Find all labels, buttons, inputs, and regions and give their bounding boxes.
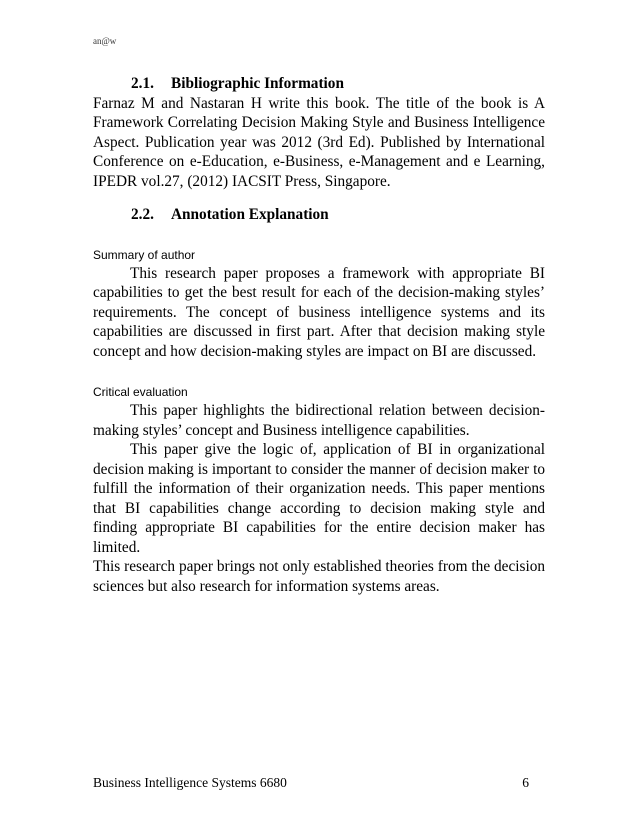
summary-paragraph: This research paper proposes a framework with appropriate BI capabilities to get the best result for each of the decision-making styles’ requirements. The concept of business intelligence systems and its capabilities are discussed in first part. After that decision making style concept and how decision-making styles are impact on BI are discussed.	[93, 264, 545, 360]
footer-title: Business Intelligence Systems 6680	[93, 775, 287, 790]
summary-label: Summary of author	[93, 247, 196, 262]
section-title: Bibliographic Information	[171, 75, 344, 92]
main-content	[93, 74, 545, 596]
header-mark: an@w	[93, 36, 117, 46]
critical-paragraph-1: This paper highlights the bidirectional relation between decision-making styles’ concept and Business intelligence capabilities.	[93, 402, 545, 439]
critical-evaluation-label: Critical evaluation	[93, 385, 188, 399]
page-footer	[93, 775, 529, 791]
section-title: Annotation Explanation	[171, 206, 329, 223]
section-number: 2.2.	[131, 206, 154, 223]
section-number: 2.1.	[131, 75, 154, 92]
critical-paragraph-2: This paper give the logic of, application of BI in organizational decision making is important to consider the manner of decision maker to fulfill the information of their organization needs. This paper mentions that BI capabilities change according to decision making style and finding appropriate BI capabilities for the entire decision maker has limited.	[93, 441, 545, 556]
critical-paragraph-3: This research paper brings not only established theories from the decision sciences but also research for information systems areas.	[93, 558, 545, 595]
page-number: 6	[522, 775, 529, 790]
section-heading-annotation	[93, 205, 545, 225]
section-heading-bibliographic	[93, 74, 545, 94]
bibliographic-paragraph: Farnaz M and Nastaran H write this book. The title of the book is A Framework Correlating Decision Making Style and Business Intelligence Aspect. Publication year was 2012 (3rd Ed). Published by International Conference on e-Education, e-Business, e-Management and e Learning, IPEDR vol.27, (2012) IACSIT Press, Singapore.	[93, 94, 545, 190]
